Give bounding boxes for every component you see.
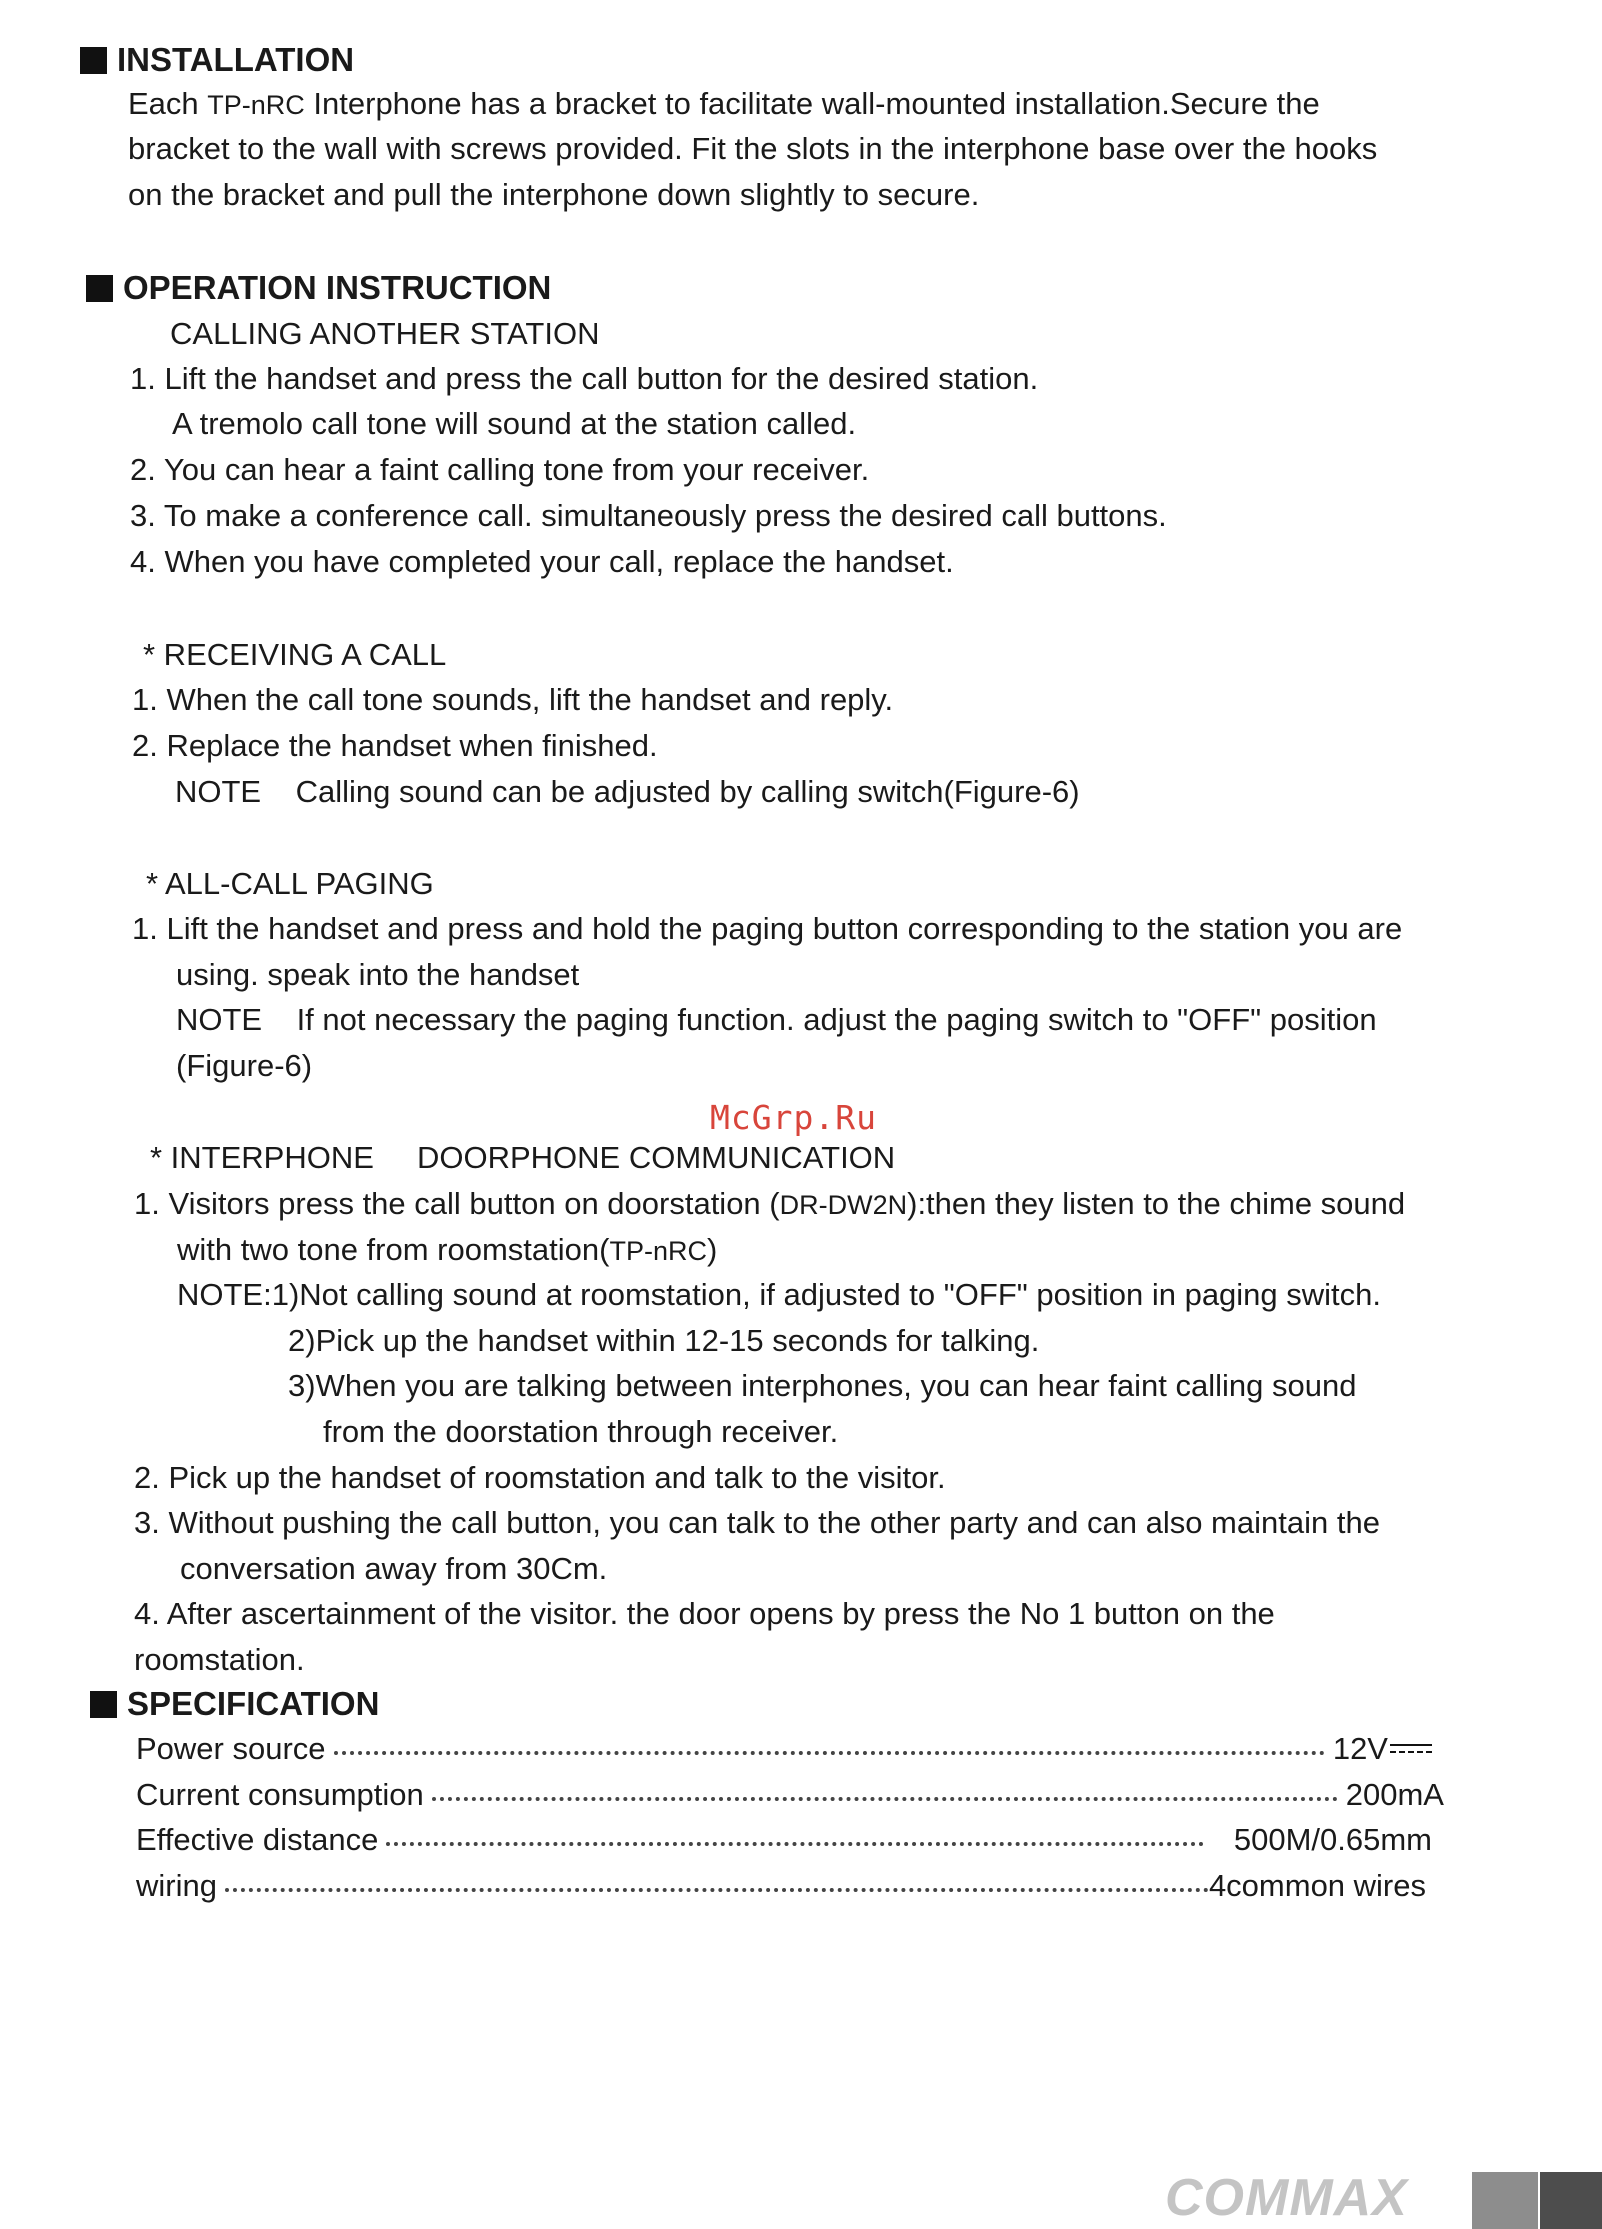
interphone-step-4b: roomstation.: [134, 1642, 305, 1677]
calling-title: CALLING ANOTHER STATION: [170, 316, 600, 351]
dotted-leader: [225, 1882, 1209, 1892]
interphone-note-3b: from the doorstation through receiver.: [323, 1414, 839, 1449]
square-bullet-icon: [80, 47, 107, 74]
spec-value: 500M/0.65mm: [1233, 1822, 1432, 1857]
installation-line-1: Each TP-nRC Interphone has a bracket to facilitate wall-mounted installation.Secure the: [128, 86, 1320, 121]
interphone-note-3: 3)When you are talking between interphones, you can hear faint calling sound: [288, 1368, 1357, 1403]
spec-label: Power source: [136, 1731, 326, 1766]
paging-title: * ALL-CALL PAGING: [146, 866, 434, 901]
operation-heading: OPERATION INSTRUCTION: [86, 268, 551, 308]
calling-step-1b: A tremolo call tone will sound at the station called.: [172, 406, 857, 441]
brand-bar-dark: [1540, 2172, 1602, 2229]
model-name: TP-nRC: [609, 1236, 707, 1266]
calling-step-2: 2. You can hear a faint calling tone from your receiver.: [130, 452, 870, 487]
interphone-step-3b: conversation away from 30Cm.: [180, 1551, 608, 1586]
receiving-title: * RECEIVING A CALL: [143, 637, 447, 672]
spec-row-current: [136, 1775, 1444, 1815]
receiving-note: NOTE Calling sound can be adjusted by calling switch(Figure-6): [175, 774, 1080, 809]
calling-step-3: 3. To make a conference call. simultaneously press the desired call buttons.: [130, 498, 1167, 533]
receiving-step-2: 2. Replace the handset when finished.: [132, 728, 658, 763]
interphone-step-1: 1. Visitors press the call button on doorstation (DR-DW2N):then they listen to the chime sound: [134, 1186, 1406, 1221]
paging-note: NOTE If not necessary the paging function. adjust the paging switch to "OFF" position: [176, 1002, 1377, 1037]
calling-step-4: 4. When you have completed your call, replace the handset.: [130, 544, 954, 579]
interphone-step-3: 3. Without pushing the call button, you can talk to the other party and can also maintain the: [134, 1505, 1380, 1540]
interphone-step-1b: with two tone from roomstation(TP-nRC): [177, 1232, 718, 1267]
square-bullet-icon: [86, 275, 113, 302]
paging-step-1: 1. Lift the handset and press and hold the paging button corresponding to the station you are: [132, 911, 1403, 946]
dotted-leader: [386, 1836, 1203, 1846]
model-name: TP-nRC: [207, 90, 305, 120]
spec-label: Current consumption: [136, 1777, 424, 1812]
spec-row-distance: [136, 1820, 1432, 1860]
spec-value: 4common wires: [1208, 1868, 1426, 1903]
paging-note-2: (Figure-6): [176, 1048, 313, 1083]
interphone-step-2: 2. Pick up the handset of roomstation and talk to the visitor.: [134, 1460, 946, 1495]
interphone-note-1: NOTE:1)Not calling sound at roomstation, if adjusted to "OFF" position in paging switch.: [177, 1277, 1382, 1312]
spec-label: wiring: [136, 1868, 217, 1903]
watermark: McGrp.Ru: [710, 1098, 877, 1137]
receiving-step-1: 1. When the call tone sounds, lift the handset and reply.: [132, 682, 894, 717]
installation-heading: INSTALLATION: [80, 40, 354, 80]
calling-step-1: 1. Lift the handset and press the call button for the desired station.: [130, 361, 1039, 396]
square-bullet-icon: [90, 1691, 117, 1718]
specification-heading: SPECIFICATION: [90, 1684, 379, 1724]
spec-value: 200mA: [1345, 1777, 1444, 1812]
brand-bar-light: [1472, 2172, 1538, 2229]
interphone-note-2: 2)Pick up the handset within 12-15 seconds for talking.: [288, 1323, 1040, 1358]
spec-row-wiring: [136, 1866, 1426, 1906]
interphone-title: * INTERPHONE DOORPHONE COMMUNICATION: [150, 1140, 896, 1175]
spec-label: Effective distance: [136, 1822, 379, 1857]
interphone-step-4: 4. After ascertainment of the visitor. the door opens by press the No 1 button on the: [134, 1596, 1275, 1631]
model-name: DR-DW2N: [779, 1190, 908, 1220]
installation-line-3: on the bracket and pull the interphone down slightly to secure.: [128, 177, 980, 212]
dotted-leader: [334, 1745, 1325, 1755]
installation-line-2: bracket to the wall with screws provided. Fit the slots in the interphone base over the hooks: [128, 131, 1378, 166]
spec-row-power: [136, 1729, 1432, 1769]
paging-step-1b: using. speak into the handset: [176, 957, 580, 992]
dotted-leader: [432, 1791, 1338, 1801]
brand-logo: COMMAX: [1165, 2169, 1408, 2227]
dc-symbol-icon: [1390, 1744, 1432, 1758]
spec-value: 12V: [1333, 1729, 1432, 1769]
